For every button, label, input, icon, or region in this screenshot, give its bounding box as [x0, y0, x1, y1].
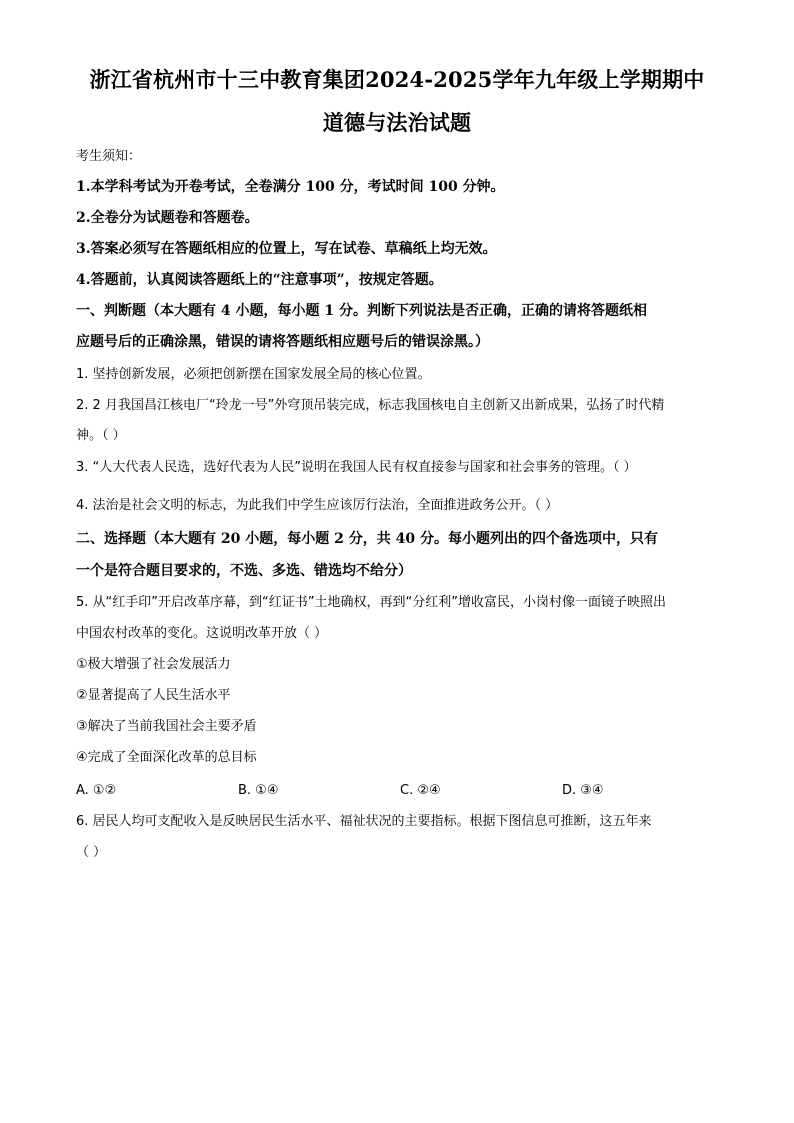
exam-title-line2: 道德与法治试题	[322, 110, 472, 135]
notice-item-3: 3.答案必须写在答题纸相应的位置上，写在试卷、草稿纸上均无效。	[76, 241, 497, 257]
q5-option-c: C. ②④	[400, 783, 441, 798]
section1-heading-line2: 应题号后的正确涂黑，错误的请将答题纸相应题号后的错误涂黑。）	[76, 334, 489, 350]
question-5-line2: 中国农村改革的变化。这说明改革开放（ ）	[76, 626, 328, 641]
q5-option-b: B. ①④	[238, 783, 279, 798]
question-2-line1: 2. 2 月我国昌江核电厂“玲龙一号”外穹顶吊装完成，标志我国核电自主创新又出新成果，弘扬了时代精	[76, 398, 665, 413]
question-3: 3. “人大代表人民选，选好代表为人民”说明在我国人民有权直接参与国家和社会事务的管理。（ ）	[76, 460, 637, 475]
q5-statement-1: ①极大增强了社会发展活力	[76, 657, 231, 672]
notice-heading: 考生须知：	[76, 149, 142, 164]
question-1: 1. 坚持创新发展，必须把创新摆在国家发展全局的核心位置。	[76, 367, 431, 382]
question-5-line1: 5. 从“红手印”开启改革序幕，到“红证书”土地确权，再到“分红利”增收富民，小岗村像一面镜子映照出	[76, 595, 666, 610]
question-6-line2: （ ）	[76, 845, 107, 860]
exam-title-line1: 浙江省杭州市十三中教育集团2024-2025学年九年级上学期期中	[89, 67, 705, 92]
q5-statement-2: ②显著提高了人民生活水平	[76, 688, 231, 703]
question-2-line2: 神。（ ）	[76, 428, 126, 443]
section2-heading-line2: 一个是符合题目要求的，不选、多选、错选均不给分）	[76, 563, 412, 579]
notice-item-4: 4.答题前，认真阅读答题纸上的“注意事项”，按规定答题。	[76, 272, 443, 288]
q5-statement-4: ④完成了全面深化改革的总目标	[76, 750, 257, 765]
question-6-line1: 6. 居民人均可支配收入是反映居民生活水平、福祉状况的主要指标。根据下图信息可推断，这五年来	[76, 814, 652, 829]
section1-heading-line1: 一、判断题（本大题有 4 小题，每小题 1 分。判断下列说法是否正确，正确的请将答题纸相	[76, 303, 647, 319]
q5-option-d: D. ③④	[562, 783, 604, 798]
q5-option-a: A. ①②	[76, 783, 117, 798]
notice-item-1: 1.本学科考试为开卷考试，全卷满分 100 分，考试时间 100 分钟。	[76, 179, 505, 195]
notice-item-2: 2.全卷分为试题卷和答题卷。	[76, 210, 259, 226]
question-4: 4. 法治是社会文明的标志，为此我们中学生应该厉行法治，全面推进政务公开。（ ）	[76, 498, 559, 513]
q5-statement-3: ③解决了当前我国社会主要矛盾	[76, 719, 257, 734]
section2-heading-line1: 二、选择题（本大题有 20 小题，每小题 2 分，共 40 分。每小题列出的四个备选项中，只有	[76, 531, 658, 547]
